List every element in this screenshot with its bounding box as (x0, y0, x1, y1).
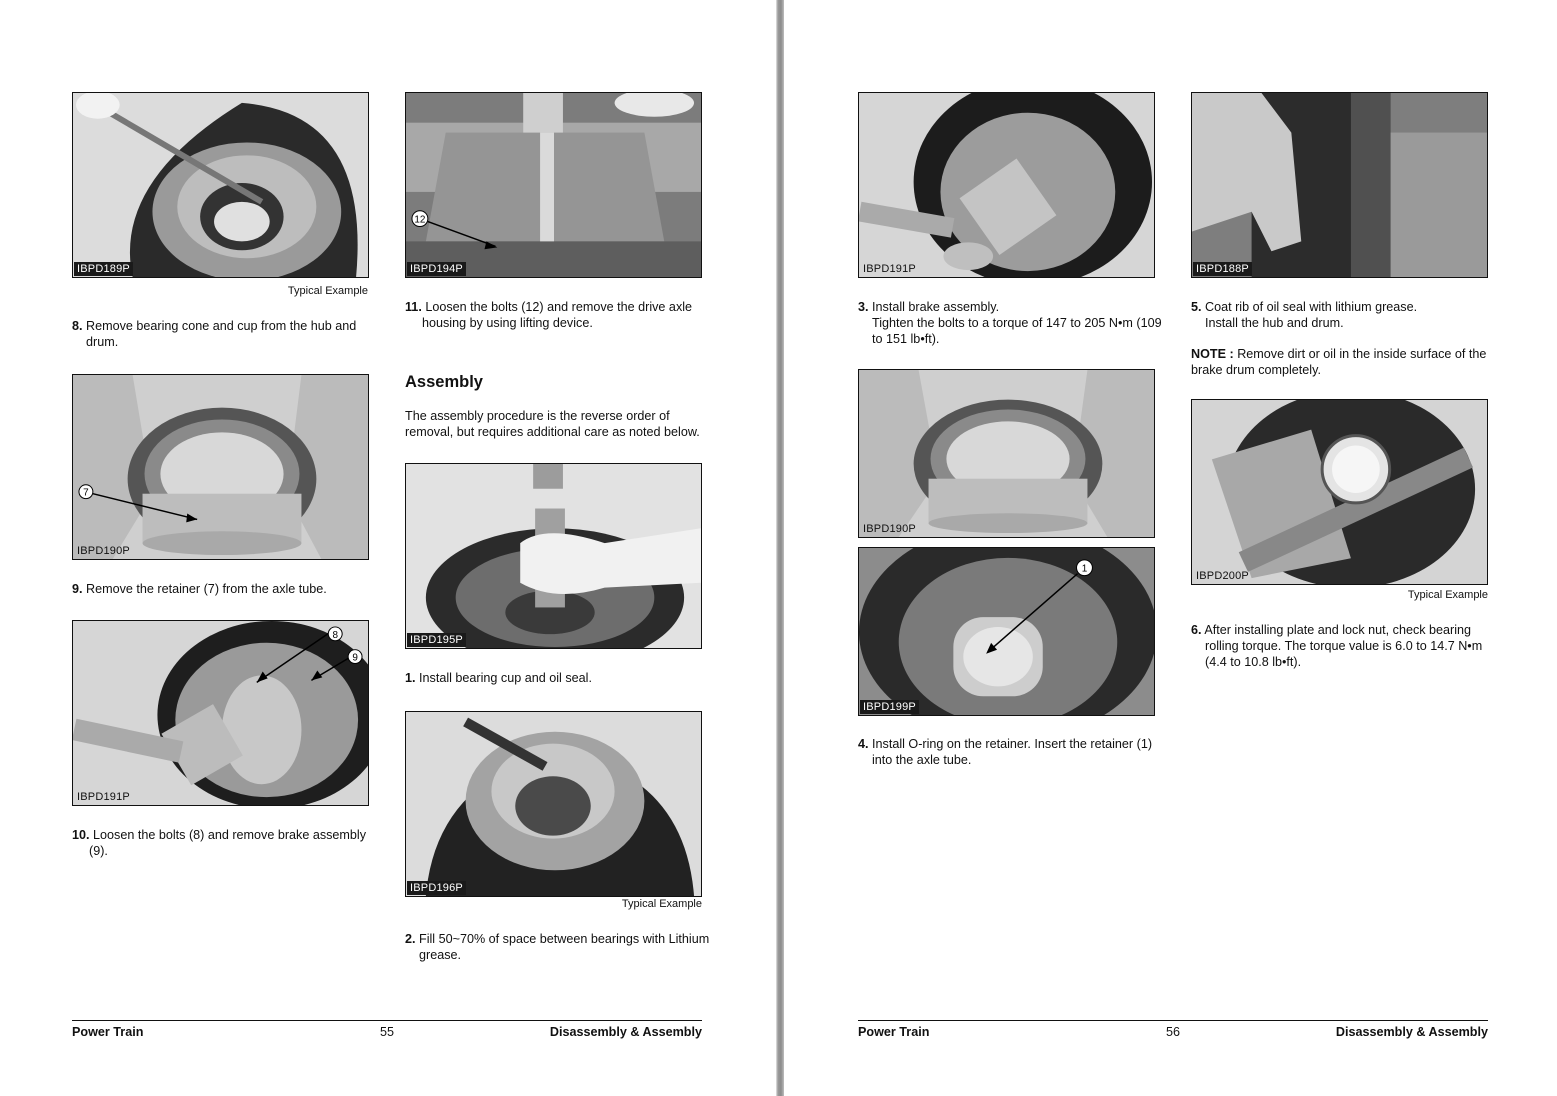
step-assembly-2 (405, 931, 715, 963)
callout-number: 12 (414, 214, 426, 226)
figure-grease-fill (405, 711, 702, 897)
figure-axle-housing (405, 92, 702, 278)
step-text: Install bearing cup and oil seal. (419, 671, 592, 685)
footer-rule (858, 1020, 1488, 1021)
figure-label: IBPD191P (77, 791, 130, 803)
footer-rule (72, 1020, 702, 1021)
callout-number: 9 (352, 652, 358, 664)
callout-number: 8 (332, 629, 338, 641)
photo-bearing-cup-install (406, 464, 701, 648)
photo-hub-bearing (73, 93, 368, 277)
figure-label: IBPD200P (1196, 570, 1249, 582)
figure-label: IBPD190P (77, 545, 130, 557)
step-text: Fill 50~70% of space between bearings with Lithium grease. (419, 932, 710, 962)
section-heading: Assembly (405, 373, 483, 391)
step-assembly-6 (1191, 622, 1501, 670)
step-11 (405, 299, 718, 331)
footer-chapter: Disassembly & Assembly (1335, 1025, 1488, 1039)
photo-brake-assembly (73, 621, 368, 805)
figure-brake-assembly (72, 620, 369, 806)
step-9 (72, 581, 382, 597)
figure-label: IBPD188P (1193, 262, 1252, 276)
step-text: After installing plate and lock nut, check bearing rolling torque. The torque value is 6.0 to 14.7 N•m (4.4 to 10.8 lb•ft). (1204, 623, 1483, 669)
figure-label: IBPD191P (863, 263, 916, 275)
footer-chapter: Disassembly & Assembly (549, 1025, 702, 1039)
step-8 (72, 318, 382, 350)
note (1191, 346, 1488, 378)
step-assembly-3 (858, 299, 1168, 347)
photo-hub-drum (1192, 93, 1487, 277)
footer-section: Power Train (72, 1025, 144, 1039)
photo-oring-retainer (859, 370, 1154, 537)
figure-hub-drum (1191, 92, 1488, 278)
figure-label: IBPD195P (407, 633, 466, 647)
step-10 (72, 827, 385, 859)
figure-caption: Typical Example (1407, 589, 1488, 601)
step-assembly-5 (1191, 299, 1501, 331)
callout-number: 1 (1081, 563, 1088, 575)
step-number: 2. (405, 932, 416, 946)
book-spine (776, 0, 784, 1096)
figure-label: IBPD190P (863, 523, 916, 535)
step-number: 11. (405, 300, 422, 314)
photo-torque-gauge (1192, 400, 1487, 584)
step-text: Install O-ring on the retainer. Insert the retainer (1) into the axle tube. (872, 737, 1153, 767)
figure-caption: Typical Example (621, 898, 702, 910)
step-text-line2: Install the hub and drum. (1205, 316, 1344, 330)
figure-oring-retainer (858, 369, 1155, 538)
photo-brake-install (859, 93, 1154, 277)
photo-axle-housing (406, 93, 701, 277)
step-number: 5. (1191, 300, 1202, 314)
step-assembly-4 (858, 736, 1168, 768)
step-number: 4. (858, 737, 869, 751)
assembly-intro: The assembly procedure is the reverse order of removal, but requires additional care as noted below. (405, 409, 700, 439)
step-text: Coat rib of oil seal with lithium grease. (1205, 300, 1418, 314)
step-number: 9. (72, 582, 83, 596)
step-number: 10. (72, 828, 90, 842)
page-number: 55 (380, 1025, 395, 1039)
callout-number: 7 (83, 487, 89, 499)
step-number: 1. (405, 671, 416, 685)
step-text: Remove the retainer (7) from the axle tube. (86, 582, 327, 596)
photo-retainer-insert (859, 548, 1154, 715)
step-text: Loosen the bolts (8) and remove brake assembly (9). (89, 828, 367, 858)
step-text-line2: Tighten the bolts to a torque of 147 to 205 N•m (109 to 151 lb•ft). (872, 316, 1162, 346)
step-text: Install brake assembly. (872, 300, 1000, 314)
note-text: Remove dirt or oil in the inside surface of the brake drum completely. (1191, 347, 1487, 377)
figure-bearing-cup-install (405, 463, 702, 649)
step-assembly-1 (405, 670, 715, 686)
figure-label: IBPD196P (407, 881, 466, 895)
footer-section: Power Train (858, 1025, 930, 1039)
figure-label: IBPD194P (407, 262, 466, 276)
step-number: 8. (72, 319, 83, 333)
figure-brake-install (858, 92, 1155, 278)
figure-rolling-torque (1191, 399, 1488, 585)
step-number: 6. (1191, 623, 1202, 637)
figure-retainer (72, 374, 369, 560)
photo-hub-grease (406, 712, 701, 896)
photo-retainer-ring (73, 375, 368, 559)
figure-label: IBPD189P (74, 262, 133, 276)
figure-caption: Typical Example (287, 285, 368, 297)
note-label: NOTE : (1191, 347, 1234, 361)
figure-bearing-removal (72, 92, 369, 278)
page-number: 56 (1166, 1025, 1181, 1039)
figure-label: IBPD199P (860, 700, 919, 714)
step-text: Loosen the bolts (12) and remove the drive axle housing by using lifting device. (422, 300, 693, 330)
step-text: Remove bearing cone and cup from the hub and drum. (86, 319, 357, 349)
figure-retainer-insert (858, 547, 1155, 716)
step-number: 3. (858, 300, 869, 314)
